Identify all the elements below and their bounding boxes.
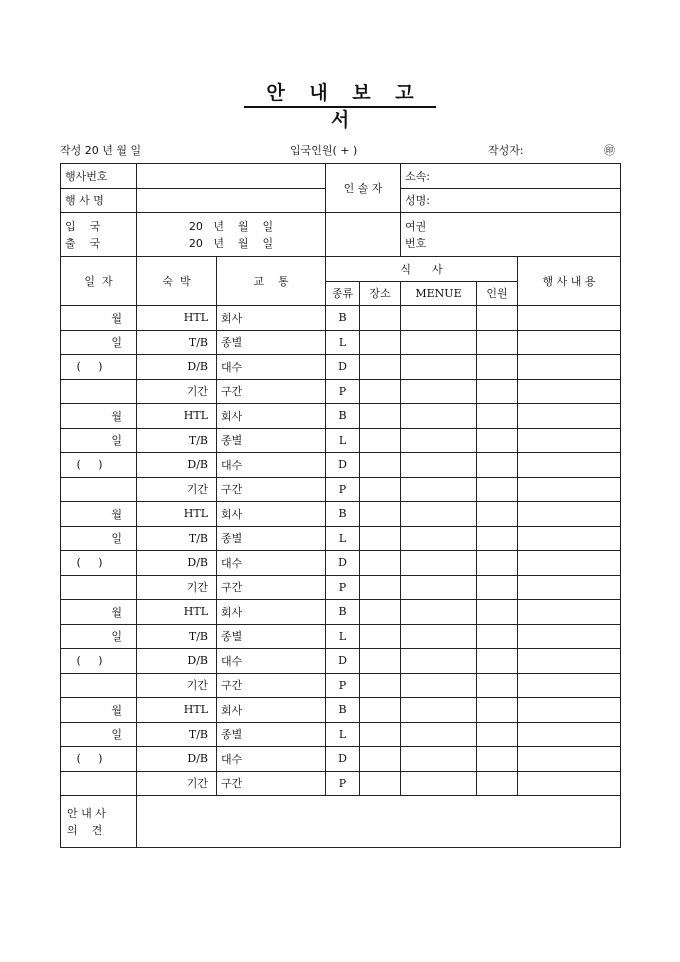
day-date-cell[interactable]: ( ) (61, 747, 137, 772)
day-event-content[interactable] (518, 673, 621, 698)
day-date-cell[interactable]: 일 (61, 330, 137, 355)
col-meal: 식 사 (326, 257, 518, 282)
day-meal-code: P (326, 771, 360, 796)
day-meal-place[interactable] (360, 722, 401, 747)
day-meal-menu[interactable] (401, 330, 477, 355)
day-event-content[interactable] (518, 771, 621, 796)
day-meal-menu[interactable] (401, 649, 477, 674)
day-meal-code: P (326, 379, 360, 404)
day-meal-persons[interactable] (477, 526, 518, 551)
day-meal-persons[interactable] (477, 673, 518, 698)
day-date-cell[interactable] (61, 771, 137, 796)
day-meal-place[interactable] (360, 404, 401, 429)
day-transport-cell[interactable]: 종별 (217, 330, 326, 355)
day-meal-place[interactable] (360, 551, 401, 576)
day-meal-code: D (326, 649, 360, 674)
day-meal-menu[interactable] (401, 453, 477, 478)
day-meal-code: L (326, 330, 360, 355)
day-lodging-cell[interactable]: D/B (137, 551, 217, 576)
day-meal-place[interactable] (360, 747, 401, 772)
day-event-content[interactable] (518, 404, 621, 429)
day-meal-persons[interactable] (477, 747, 518, 772)
day-meal-persons[interactable] (477, 453, 518, 478)
day-meal-menu[interactable] (401, 722, 477, 747)
day-meal-place[interactable] (360, 453, 401, 478)
title-underline (244, 106, 436, 108)
event-name-label: 행 사 명 (61, 188, 137, 213)
day-meal-menu[interactable] (401, 747, 477, 772)
opinion-label-1: 안 내 사 (67, 806, 106, 820)
day-row (61, 624, 621, 649)
day-lodging-cell[interactable]: 기간 (137, 771, 217, 796)
day-event-content[interactable] (518, 453, 621, 478)
day-meal-menu[interactable] (401, 477, 477, 502)
day-meal-code: B (326, 698, 360, 723)
col-transport: 교 통 (217, 257, 326, 306)
day-meal-persons[interactable] (477, 502, 518, 527)
opinion-row (61, 796, 621, 848)
day-lodging-cell[interactable]: D/B (137, 649, 217, 674)
day-lodging-cell[interactable]: T/B (137, 624, 217, 649)
day-meal-persons[interactable] (477, 551, 518, 576)
day-meal-place[interactable] (360, 330, 401, 355)
day-meal-persons[interactable] (477, 649, 518, 674)
opinion-label (61, 796, 137, 848)
exit-label: 출 국 (65, 236, 101, 250)
day-meal-persons[interactable] (477, 404, 518, 429)
entry-exit-row (61, 213, 621, 257)
day-row (61, 330, 621, 355)
day-row (61, 673, 621, 698)
day-row (61, 722, 621, 747)
day-lodging-cell[interactable]: D/B (137, 355, 217, 380)
seal-mark: ㊞ (604, 144, 615, 157)
day-lodging-cell[interactable]: 기간 (137, 379, 217, 404)
day-meal-code: B (326, 502, 360, 527)
day-meal-menu[interactable] (401, 404, 477, 429)
day-date-cell[interactable]: 월 (61, 600, 137, 625)
day-date-cell[interactable]: 월 (61, 698, 137, 723)
day-date-cell[interactable]: ( ) (61, 649, 137, 674)
day-date-cell[interactable]: 일 (61, 428, 137, 453)
day-row (61, 428, 621, 453)
day-date-cell[interactable]: 일 (61, 722, 137, 747)
day-meal-menu[interactable] (401, 428, 477, 453)
opinion-label-2: 의 견 (67, 823, 103, 837)
day-meal-place[interactable] (360, 355, 401, 380)
day-lodging-cell[interactable]: HTL (137, 404, 217, 429)
entry-count: 입국인원( + ) (290, 144, 358, 157)
day-event-content[interactable] (518, 502, 621, 527)
written-date: 작성 20 년 월 일 (60, 144, 142, 157)
day-meal-persons[interactable] (477, 355, 518, 380)
day-transport-cell[interactable]: 회사 (217, 600, 326, 625)
day-meal-persons[interactable] (477, 771, 518, 796)
day-transport-cell[interactable]: 구간 (217, 771, 326, 796)
day-transport-cell[interactable]: 대수 (217, 649, 326, 674)
col-persons: 인원 (477, 281, 518, 306)
passport-label-2: 번호 (405, 236, 427, 250)
day-meal-code: B (326, 306, 360, 331)
day-date-cell[interactable]: ( ) (61, 453, 137, 478)
day-transport-cell[interactable]: 회사 (217, 502, 326, 527)
day-lodging-cell[interactable]: D/B (137, 453, 217, 478)
day-date-cell[interactable] (61, 379, 137, 404)
day-date-cell[interactable]: 월 (61, 404, 137, 429)
col-lodging: 숙 박 (137, 257, 217, 306)
day-date-cell[interactable]: 일 (61, 526, 137, 551)
day-meal-menu[interactable] (401, 673, 477, 698)
day-meal-code: L (326, 624, 360, 649)
day-row (61, 575, 621, 600)
day-transport-cell[interactable]: 종별 (217, 526, 326, 551)
day-transport-cell[interactable]: 구간 (217, 575, 326, 600)
day-row (61, 649, 621, 674)
day-meal-place[interactable] (360, 306, 401, 331)
day-meal-persons[interactable] (477, 379, 518, 404)
day-meal-place[interactable] (360, 649, 401, 674)
day-row (61, 355, 621, 380)
day-transport-cell[interactable]: 회사 (217, 698, 326, 723)
entry-label: 입 국 (65, 219, 101, 233)
col-meal-type: 종류 (326, 281, 360, 306)
day-transport-cell[interactable]: 회사 (217, 306, 326, 331)
day-meal-menu[interactable] (401, 771, 477, 796)
day-meal-code: B (326, 600, 360, 625)
day-meal-place[interactable] (360, 477, 401, 502)
day-row (61, 477, 621, 502)
day-meal-menu[interactable] (401, 575, 477, 600)
day-lodging-cell[interactable]: T/B (137, 526, 217, 551)
day-event-content[interactable] (518, 575, 621, 600)
event-no-field[interactable] (137, 164, 326, 189)
day-lodging-cell[interactable]: HTL (137, 698, 217, 723)
day-lodging-cell[interactable]: 기간 (137, 673, 217, 698)
day-meal-code: D (326, 355, 360, 380)
opinion-field[interactable] (137, 796, 621, 848)
day-lodging-cell[interactable]: T/B (137, 330, 217, 355)
day-meal-place[interactable] (360, 624, 401, 649)
entry-date: 20 년 월 일 (188, 219, 274, 233)
day-row (61, 747, 621, 772)
day-event-content[interactable] (518, 698, 621, 723)
col-menu: MENUE (401, 281, 477, 306)
exit-date: 20 년 월 일 (188, 236, 274, 250)
day-transport-cell[interactable]: 대수 (217, 747, 326, 772)
day-date-cell[interactable]: 월 (61, 306, 137, 331)
day-meal-place[interactable] (360, 600, 401, 625)
col-place: 장소 (360, 281, 401, 306)
day-event-content[interactable] (518, 526, 621, 551)
event-name-field[interactable] (137, 188, 326, 213)
day-event-content[interactable] (518, 428, 621, 453)
day-meal-menu[interactable] (401, 502, 477, 527)
day-transport-cell[interactable]: 회사 (217, 404, 326, 429)
col-event-content: 행 사 내 용 (518, 257, 621, 306)
day-meal-place[interactable] (360, 428, 401, 453)
day-event-content[interactable] (518, 330, 621, 355)
day-event-content[interactable] (518, 747, 621, 772)
day-date-cell[interactable]: ( ) (61, 551, 137, 576)
day-event-content[interactable] (518, 624, 621, 649)
day-meal-persons[interactable] (477, 330, 518, 355)
col-date: 일 자 (61, 257, 137, 306)
day-meal-place[interactable] (360, 673, 401, 698)
day-row (61, 526, 621, 551)
day-meal-code: B (326, 404, 360, 429)
day-meal-menu[interactable] (401, 698, 477, 723)
day-meal-persons[interactable] (477, 698, 518, 723)
day-event-content[interactable] (518, 355, 621, 380)
day-event-content[interactable] (518, 722, 621, 747)
day-row (61, 306, 621, 331)
day-row (61, 771, 621, 796)
day-transport-cell[interactable]: 종별 (217, 428, 326, 453)
day-meal-place[interactable] (360, 771, 401, 796)
day-event-content[interactable] (518, 649, 621, 674)
entry-exit-dates[interactable] (137, 213, 326, 257)
day-meal-persons[interactable] (477, 624, 518, 649)
day-meal-code: D (326, 453, 360, 478)
day-meal-persons[interactable] (477, 306, 518, 331)
day-transport-cell[interactable]: 대수 (217, 551, 326, 576)
day-lodging-cell[interactable]: T/B (137, 722, 217, 747)
day-date-cell[interactable]: ( ) (61, 355, 137, 380)
day-meal-place[interactable] (360, 526, 401, 551)
day-date-cell[interactable]: 일 (61, 624, 137, 649)
day-row (61, 453, 621, 478)
day-lodging-cell[interactable]: HTL (137, 502, 217, 527)
column-header-row-1 (61, 257, 621, 282)
day-lodging-cell[interactable]: 기간 (137, 477, 217, 502)
day-lodging-cell[interactable]: HTL (137, 600, 217, 625)
day-row (61, 502, 621, 527)
day-meal-menu[interactable] (401, 600, 477, 625)
day-meal-menu[interactable] (401, 355, 477, 380)
passport-label-1: 여권 (405, 219, 427, 233)
day-transport-cell[interactable]: 종별 (217, 624, 326, 649)
guide-empty-cell[interactable] (326, 213, 401, 257)
day-meal-place[interactable] (360, 379, 401, 404)
day-row (61, 551, 621, 576)
day-meal-menu[interactable] (401, 551, 477, 576)
author-label: 작성자: (488, 144, 524, 157)
guide-name-label: 성명: (405, 194, 430, 208)
day-row (61, 698, 621, 723)
day-meal-menu[interactable] (401, 624, 477, 649)
day-row (61, 404, 621, 429)
page-title: 안 내 보 고 서 (266, 82, 423, 131)
day-meal-menu[interactable] (401, 379, 477, 404)
day-meal-place[interactable] (360, 575, 401, 600)
day-lodging-cell[interactable]: 기간 (137, 575, 217, 600)
day-meal-code: D (326, 551, 360, 576)
day-meal-persons[interactable] (477, 600, 518, 625)
day-meal-code: D (326, 747, 360, 772)
day-transport-cell[interactable]: 구간 (217, 379, 326, 404)
guide-name-field[interactable] (401, 188, 621, 213)
day-row (61, 600, 621, 625)
affiliation-field[interactable] (401, 164, 621, 189)
day-meal-menu[interactable] (401, 306, 477, 331)
day-meal-code: P (326, 575, 360, 600)
day-meal-code: P (326, 477, 360, 502)
day-row (61, 379, 621, 404)
day-transport-cell[interactable]: 구간 (217, 673, 326, 698)
passport-field[interactable] (401, 213, 621, 257)
affiliation-label: 소속: (405, 169, 430, 183)
entry-exit-label (61, 213, 137, 257)
day-event-content[interactable] (518, 379, 621, 404)
day-meal-place[interactable] (360, 502, 401, 527)
event-no-label: 행사번호 (61, 164, 137, 189)
day-event-content[interactable] (518, 306, 621, 331)
day-meal-code: P (326, 673, 360, 698)
guide-label: 인 솔 자 (326, 164, 401, 213)
day-meal-code: L (326, 526, 360, 551)
day-lodging-cell[interactable]: D/B (137, 747, 217, 772)
day-lodging-cell[interactable]: HTL (137, 306, 217, 331)
day-transport-cell[interactable]: 대수 (217, 355, 326, 380)
day-transport-cell[interactable]: 구간 (217, 477, 326, 502)
day-meal-place[interactable] (360, 698, 401, 723)
report-table (60, 163, 621, 848)
day-date-cell[interactable] (61, 575, 137, 600)
day-lodging-cell[interactable]: T/B (137, 428, 217, 453)
day-transport-cell[interactable]: 대수 (217, 453, 326, 478)
day-meal-code: L (326, 428, 360, 453)
day-date-cell[interactable] (61, 673, 137, 698)
day-date-cell[interactable]: 월 (61, 502, 137, 527)
day-meal-persons[interactable] (477, 428, 518, 453)
day-meal-code: L (326, 722, 360, 747)
day-meal-persons[interactable] (477, 575, 518, 600)
day-event-content[interactable] (518, 600, 621, 625)
day-event-content[interactable] (518, 551, 621, 576)
day-meal-persons[interactable] (477, 722, 518, 747)
day-date-cell[interactable] (61, 477, 137, 502)
day-meal-menu[interactable] (401, 526, 477, 551)
day-meal-persons[interactable] (477, 477, 518, 502)
day-transport-cell[interactable]: 종별 (217, 722, 326, 747)
event-no-row (61, 164, 621, 189)
day-event-content[interactable] (518, 477, 621, 502)
